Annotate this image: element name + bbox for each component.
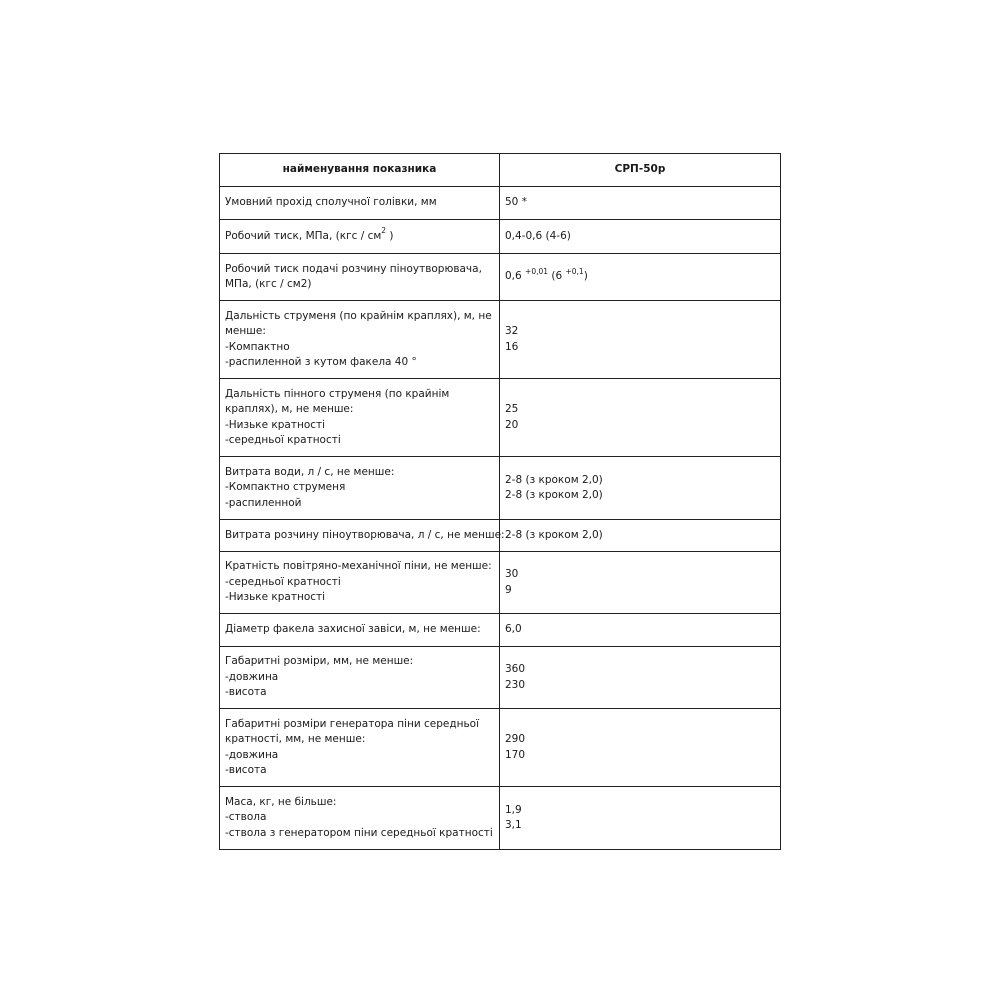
- table-row: [220, 709, 781, 787]
- param-cell: [220, 254, 500, 301]
- table-row: [220, 301, 781, 379]
- param-sup: 2: [381, 226, 387, 236]
- header-param: найменування показника: [220, 154, 500, 187]
- param-cell: [220, 220, 500, 254]
- param-text: -Низьке кратності: [225, 591, 326, 604]
- param-cell: [220, 552, 500, 614]
- param-text: -довжина: [225, 748, 279, 761]
- value-text: 2-8 (з кроком 2,0): [505, 489, 603, 501]
- value-cell: [500, 220, 781, 254]
- table-row: [220, 254, 781, 301]
- param-text: Дальність струменя (по крайнім краплях), м, не менше:: [225, 309, 492, 337]
- param-text: Діаметр факела захисної завіси, м, не менше:: [225, 623, 481, 636]
- value-cell: [500, 379, 781, 457]
- param-cell: [220, 647, 500, 709]
- value-cell: [500, 614, 781, 647]
- table-row: [220, 187, 781, 220]
- param-text: -Компактно струменя: [225, 481, 346, 494]
- param-text: -довжина: [225, 670, 279, 683]
- value-text: 32: [505, 325, 519, 337]
- param-text: -распиленной: [225, 496, 302, 509]
- table-row: [220, 787, 781, 850]
- param-cell: [220, 614, 500, 647]
- param-cell: [220, 187, 500, 220]
- param-text: Кратність повітряно-механічної піни, не менше:: [225, 560, 492, 573]
- param-cell: [220, 457, 500, 520]
- param-text: [225, 226, 494, 245]
- value-text: 16: [505, 340, 519, 353]
- value-text: 230: [505, 678, 526, 691]
- table-row: [220, 379, 781, 457]
- param-text: -Компактно: [225, 340, 290, 353]
- value-text: 50 *: [505, 196, 527, 209]
- header-model: СРП-50р: [500, 154, 781, 187]
- table-row: [220, 647, 781, 709]
- value-cell: [500, 301, 781, 379]
- value-sup: +0,01: [525, 266, 549, 276]
- value-text: 170: [505, 748, 526, 761]
- value-sup: +0,1: [565, 266, 584, 276]
- value-text: 20: [505, 418, 519, 431]
- value-cell: [500, 457, 781, 520]
- param-text: -ствола: [225, 811, 267, 824]
- param-text: Маса, кг, не більше:: [225, 795, 337, 808]
- value-cell: [500, 787, 781, 850]
- value-text: 30: [505, 568, 519, 580]
- param-cell: [220, 787, 500, 850]
- value-text: 2-8 (з кроком 2,0): [505, 473, 603, 486]
- param-text: Умовний прохід сполучної голівки, мм: [225, 196, 437, 209]
- value-text: 0,4-0,6 (4-6): [505, 229, 571, 242]
- param-main: Робочий тиск, МПа, (кгс / см: [225, 229, 382, 242]
- param-text: -висота: [225, 764, 267, 776]
- value-text: 360: [505, 663, 526, 675]
- param-text: Дальність пінного струменя (по крайнім краплях), м, не менше:: [225, 387, 450, 415]
- param-text: Робочий тиск подачі розчину піноутворювача, МПа, (кгс / см2): [225, 262, 482, 290]
- param-text: Габаритні розміри генератора піни середньої кратності, мм, не менше:: [225, 717, 480, 745]
- table-row: [220, 520, 781, 552]
- value-tail: ): [583, 270, 588, 283]
- value-text: 2-8 (з кроком 2,0): [505, 528, 603, 541]
- value-text: 9: [505, 583, 512, 596]
- param-text: Витрата води, л / с, не менше:: [225, 465, 395, 478]
- param-cell: [220, 379, 500, 457]
- value-text: 1,9: [505, 803, 522, 816]
- param-cell: [220, 520, 505, 552]
- table-row: [220, 220, 781, 254]
- param-text: -Низьке кратності: [225, 418, 326, 431]
- param-text: -распиленной з кутом факела 40 °: [225, 356, 417, 368]
- table-row: [220, 614, 781, 647]
- param-text: -середньої кратності: [225, 575, 341, 588]
- value-cell: [500, 520, 781, 552]
- table-row: [220, 552, 781, 614]
- param-cell: [220, 301, 500, 379]
- value-cell: [500, 709, 781, 787]
- param-text: -середньої кратності: [225, 434, 341, 446]
- value-main: (6: [548, 270, 566, 283]
- value-text: 3,1: [505, 819, 522, 831]
- value-cell: [500, 647, 781, 709]
- spec-table: [219, 153, 781, 850]
- value-main: 0,6: [505, 270, 526, 283]
- param-tail: ): [386, 229, 394, 242]
- param-text: Витрата розчину піноутворювача, л / с, не менше:: [225, 528, 505, 541]
- value-text: [505, 266, 775, 285]
- value-text: 25: [505, 403, 519, 415]
- param-text: -висота: [225, 686, 267, 699]
- value-text: 6,0: [505, 623, 522, 636]
- table-header-row: [220, 154, 781, 187]
- value-cell: [500, 254, 781, 301]
- param-cell: [220, 709, 500, 787]
- value-cell: [500, 187, 781, 220]
- value-text: 290: [505, 733, 526, 745]
- param-text: Габаритні розміри, мм, не менше:: [225, 655, 414, 668]
- param-text: -ствола з генератором піни середньої кратності: [225, 826, 493, 839]
- table-row: [220, 457, 781, 520]
- value-cell: [500, 552, 781, 614]
